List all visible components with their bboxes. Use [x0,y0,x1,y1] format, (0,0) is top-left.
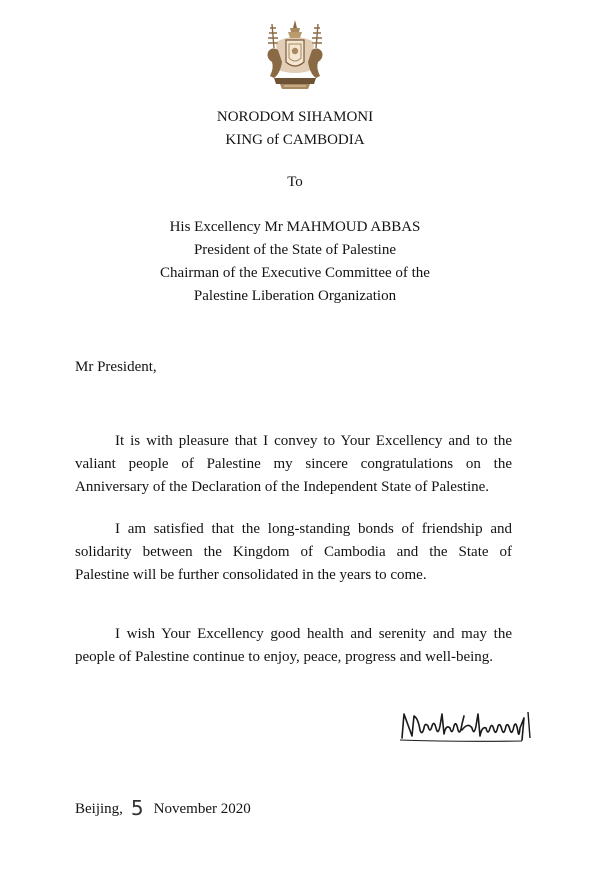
paragraph-line: It is with pleasure that I convey to Your Excellency and to the [115,433,512,449]
paragraph-line: valiant people of Palestine my sincere congratulations on the [75,456,512,472]
addressee-line: His Excellency Mr MAHMOUD ABBAS [169,219,421,235]
to-label: To [287,174,303,190]
sender-title: KING of CAMBODIA [225,132,365,148]
salutation: Mr President, [75,359,157,375]
paragraph-line: solidarity between the Kingdom of Cambodia and the State of [75,544,512,560]
paragraph-line: I am satisfied that the long-standing bonds of friendship and [115,521,512,537]
handwritten-signature [398,708,538,744]
place-and-date [75,797,251,818]
handwritten-day: 5 [130,796,144,820]
addressee-line: Chairman of the Executive Committee of the [160,265,430,281]
sender-name: NORODOM SIHAMONI [216,109,374,125]
addressee-line: Palestine Liberation Organization [193,288,397,304]
paragraph-line: Palestine will be further consolidated in the years to come. [75,567,427,583]
paragraph-line: people of Palestine continue to enjoy, peace, progress and well-being. [75,649,494,665]
paragraph-line: I wish Your Excellency good health and serenity and may the [115,626,512,642]
month-year: November 2020 [153,801,251,817]
body-paragraph [75,518,512,587]
royal-arms-of-cambodia-icon [262,18,328,92]
body-paragraph [75,430,512,499]
paragraph-line: Anniversary of the Declaration of the Independent State of Palestine. [75,479,490,495]
place: Beijing, [75,801,123,817]
body-paragraph [75,623,512,669]
addressee-line: President of the State of Palestine [193,242,397,258]
